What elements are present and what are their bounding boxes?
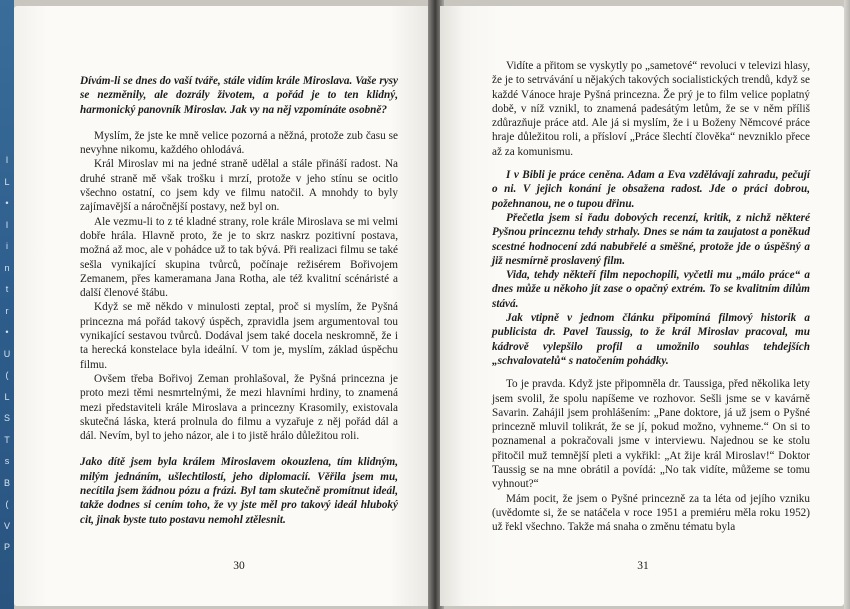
edge-letter: T xyxy=(4,434,10,445)
answer-paragraph: Ovšem třeba Bořivoj Zeman prohlašoval, že Pyšná princezna je proto mezi těmi nesmrtelnými, že mezi hlavními hrdiny, to znamená mezi představiteli krále Miroslava a princezny Krasomily, existovala skutečná láska, která prolnula do filmu a vyzařuje z něj pořád dál a dál. Nevím, byl to jeho názor, ale i to jistě hrálo důležitou roli. xyxy=(80,372,398,443)
right-page xyxy=(440,6,844,606)
answer-paragraph: Vidíte a přitom se vyskytly po „sametové“ revoluci v televizi hlasy, že je to setrvávání u nějakých takových socialistických trendů, když se každé Vánoce hraje Pyšná princezna. Že prý je to film velice poplatný době, v níž vznikl, to znamená padesátým letům, že se v něm příliš zdůrazňuje práce atd. Ale já si myslím, že i u Boženy Němcové práce hraje důležitou roli, a přísloví „Práce šlechtí člověka“ nevzniklo přece až za komunismu. xyxy=(492,60,810,158)
back-cover-edge xyxy=(0,0,14,609)
edge-letter: ( xyxy=(5,370,9,380)
edge-letter: S xyxy=(3,413,10,423)
edge-letter: U xyxy=(3,348,11,359)
answer-paragraph: Ale vezmu-li to z té kladné strany, role krále Miroslava se mi velmi dobře hrála. Hlavně proto, že je to skrz naskrz pozitivní postava, možná až moc, ale v pohádce už to tak bývá. Při realizaci filmu se také sešla vynikající skupina tvůrců, počínaje režisérem Bořivojem Zemanem, přes kameramana Jana Rotha, ale též kvalitní scénáristé a další členové štábu. xyxy=(80,215,398,300)
left-page xyxy=(14,6,432,606)
interviewer-question: Dívám-li se dnes do vaší tváře, stále vidím krále Miroslava. Vaše rysy se nezměnily, ale dozrály životem, a pořád je to ten klidný, harmonický panovník Miroslav. Jak vy na něj vzpomínáte osobně? xyxy=(80,75,398,116)
edge-letter: • xyxy=(5,198,9,208)
edge-letter: • xyxy=(5,327,9,337)
left-page-text xyxy=(80,74,398,527)
edge-letter: I xyxy=(5,155,9,165)
page-number: 31 xyxy=(637,560,649,572)
page-stack-edge xyxy=(844,0,850,609)
answer-paragraph: Král Miroslav mi na jedné straně udělal a stále přináší radost. Na druhé straně mě však trošku i mrzí, protože v jeho stínu se ocitlo všechno ostatní, co jsem kdy ve filmu natočil. A mnohdy to byly zajímavější a náročnější postavy, než byl on. xyxy=(80,158,398,214)
edge-letter: V xyxy=(3,520,10,531)
edge-letter: P xyxy=(3,542,10,552)
answer-paragraph: Myslím, že jste ke mně velice pozorná a něžná, protože zub času se nevyhne nikomu, každého ohlodává. xyxy=(80,129,398,157)
edge-letter: n xyxy=(4,262,10,273)
edge-letter: t xyxy=(5,284,9,294)
edge-letter: I xyxy=(5,219,9,230)
edge-letter: ( xyxy=(5,499,9,509)
cover-edge-letters xyxy=(2,150,12,559)
answer-paragraph: To je pravda. Když jste připomněla dr. Taussiga, před několika lety jsem svolil, že spolu napíšeme ve rozhovor. Sešli jsme se v kavárně Savarin. Zahájil jsem prohlášením: „Pane doktore, já už jsem o Pyšné princezně mluvil tolikrát, že se jí, pokud možno, vyhneme.“ On si to poznamenal a pokračovali jsme v interviewu. Najednou se ke stolu přitočil muž temnější pleti a vykřikl: „At žije král Miroslav!“ Doktor Taussig se na mne obrátil a povídá: „No tak vidíte, můžeme se tomu vyhnout?“ xyxy=(492,378,810,491)
edge-letter: B xyxy=(3,477,10,488)
answer-paragraph: Mám pocit, že jsem o Pyšné princezně za ta léta od jejího vzniku (uvědomte si, že se natáčela v roce 1951 a premiéru měla roku 1952) už řekl všechno. Takže má snaha o změnu tématu byla xyxy=(492,492,810,534)
edge-letter: L xyxy=(4,391,10,402)
right-page-text xyxy=(492,59,810,535)
interviewer-question: I v Bibli je práce ceněna. Adam a Eva vzdělávají zahradu, pečují o ni. V jejich konání je obsažena radost. Jde o práci dobrou, požehnanou, ne o tupou dřinu. xyxy=(492,169,810,210)
edge-letter: L xyxy=(4,176,10,187)
interviewer-question: Vida, tehdy někteří film nepochopili, vyčetli mu „málo práce“ a dnes může u někoho jít zase o opačný extrém. To se kvalitním dílům stává. xyxy=(492,269,810,310)
edge-letter: s xyxy=(4,456,10,466)
edge-letter: r xyxy=(5,305,9,316)
interviewer-question: Přečetla jsem si řadu dobových recenzí, kritik, z nichž některé Pyšnou princeznu tehdy strhaly. Dnes se nám ta zaujatost a poněkud scestné hodnocení zdá nabubřelé a směšné, protože jde o úspěšný a již nesmírně proslavený film. xyxy=(492,211,810,267)
edge-letter: i xyxy=(6,241,8,251)
interviewer-question: Jako dítě jsem byla králem Miroslavem okouzlena, tím klidným, milým jednáním, ušlechtilostí, jeho diplomacií. Věřila jsem mu, necítila jsem žádnou pózu a frázi. Byl tam skutečně promítnut ideál, takže dodnes si cením toho, že vy jste měl pro takový ideál hluboký cit, jinak byste tuto postavu nemohl ztělesnit. xyxy=(80,456,398,526)
interviewer-question: Jak vtipně v jednom článku připomíná filmový historik a publicista dr. Pavel Taussig, to že král Miroslav pracoval, mu kádrově vylepšilo profil a umožnilo souhlas tehdejších „schvalovatelů“ s natočením pohádky. xyxy=(492,312,810,367)
page-number: 30 xyxy=(233,560,245,572)
answer-paragraph: Když se mě někdo v minulosti zeptal, proč si myslím, že Pyšná princezna má pořád takový úspěch, zpravidla jsem argumentoval tou vynikající sestavou tvůrců. Dodával jsem také docela neskromně, že i ta herecká konstelace byla ideální. V tom je, myslím, základ úspěchu filmu. xyxy=(80,301,398,371)
